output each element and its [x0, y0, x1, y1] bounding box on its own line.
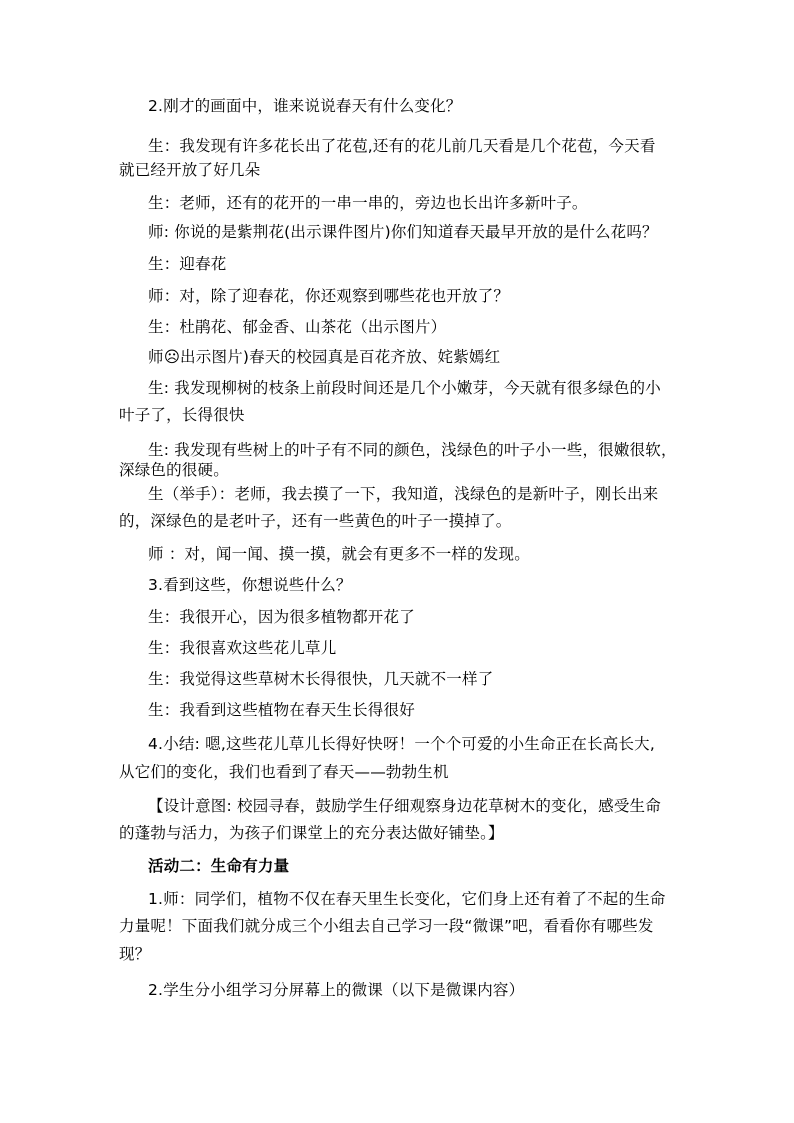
section-heading: 活动二：生命有力量 — [148, 857, 290, 875]
text-line: 叶子了，长得很快 — [119, 406, 245, 424]
text-line: 现？ — [119, 945, 151, 963]
text-line: 生：杜鹃花、郁金香、山茶花（出示图片） — [148, 318, 447, 336]
text-line: 【设计意图: 校园寻春，鼓励学生仔细观察身边花草树木的变化，感受生命 — [148, 797, 661, 815]
text-line: 生: 我发现有些树上的叶子有不同的颜色，浅绿色的叶子小一些，很嫩很软， — [148, 441, 677, 459]
text-line: 的，深绿色的是老叶子，还有一些黄色的叶子一摸掉了。 — [119, 512, 512, 530]
text-line: 2.刚才的画面中，谁来说说春天有什么变化？ — [148, 97, 462, 115]
text-line: 师：对，除了迎春花，你还观察到哪些花也开放了？ — [148, 287, 510, 305]
text-line: 深绿色的很硬。 — [119, 461, 229, 479]
text-line: 4.小结: 嗯,这些花儿草儿长得好快呀！一个个可爱的小生命正在长高长大, — [148, 735, 655, 753]
text-line: 生：迎春花 — [148, 255, 227, 273]
text-line: 生：我发现有许多花长出了花苞,还有的花儿前几天看是几个花苞，今天看 — [148, 137, 656, 155]
text-line: 2.学生分小组学习分屏幕上的微课（以下是微课内容） — [148, 981, 525, 999]
text-line: 1.师：同学们，植物不仅在春天里生长变化，它们身上还有着了不起的生命 — [148, 890, 666, 908]
text-line: 就已经开放了好几朵 — [119, 161, 261, 179]
text-line: 生：我觉得这些草树木长得很快，几天就不一样了 — [148, 670, 494, 688]
text-line: 力量呢！下面我们就分成三个小组去自己学习一段“微课”吧，看看你有哪些发 — [119, 917, 654, 935]
text-line: 3.看到这些，你想说些什么？ — [148, 576, 352, 594]
text-line: 的蓬勃与活力，为孩子们课堂上的充分表达做好铺垫。】 — [119, 824, 504, 842]
text-line: 生: 我发现柳树的枝条上前段时间还是几个小嫩芽，今天就有很多绿色的小 — [148, 379, 661, 397]
text-line: 师☹出示图片)春天的校园真是百花齐放、姹紫嫣红 — [148, 348, 501, 366]
text-line: 从它们的变化，我们也看到了春天——勃勃生机 — [119, 763, 449, 781]
text-line: 师 ：对，闻一闻、摸一摸，就会有更多不一样的发现。 — [148, 545, 530, 563]
text-line: 生：我看到这些植物在春天生长得很好 — [148, 701, 415, 719]
text-line: 生：我很开心，因为很多植物都开花了 — [148, 608, 415, 626]
text-line: 生（举手）：老师，我去摸了一下，我知道，浅绿色的是新叶子，刚长出来 — [148, 485, 659, 503]
text-line: 生：我很喜欢这些花儿草儿 — [148, 639, 337, 657]
text-line: 师: 你说的是紫荆花(出示课件图片)你们知道春天最早开放的是什么花吗？ — [148, 223, 658, 241]
text-line: 生：老师，还有的花开的一串一串的，旁边也长出许多新叶子。 — [148, 194, 588, 212]
